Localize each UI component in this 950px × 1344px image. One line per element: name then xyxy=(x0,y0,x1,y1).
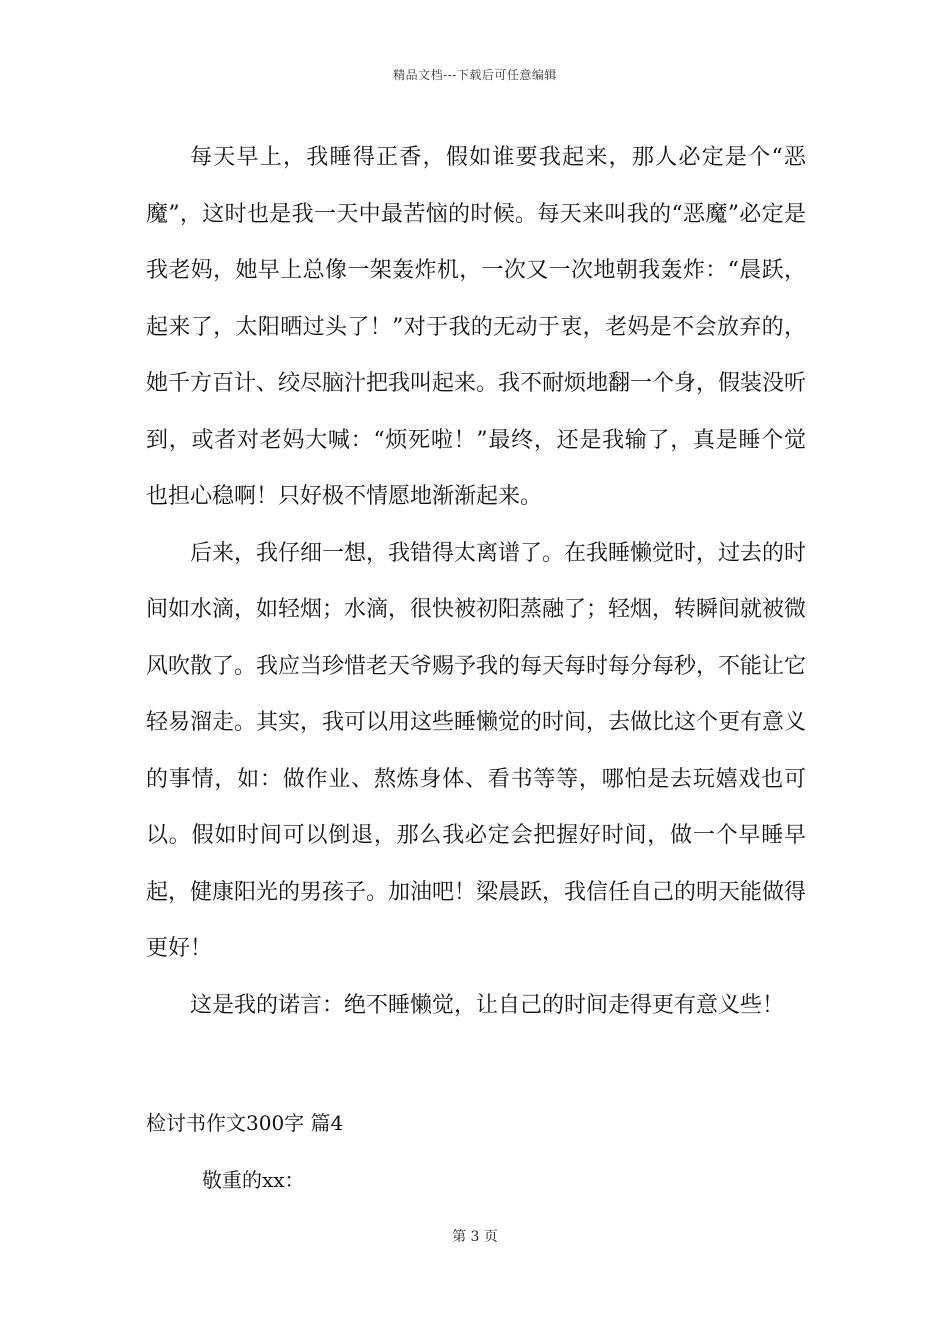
page-header: 精品文档---下载后可任意编辑 xyxy=(393,68,557,82)
salutation: 敬重的xx： xyxy=(202,1168,305,1192)
page-number: 第 3 页 xyxy=(452,1229,498,1245)
section-title: 检讨书作文300字 篇4 xyxy=(146,1111,344,1135)
article-body xyxy=(146,130,806,1034)
paragraph-3: 这是我的诺言：绝不睡懒觉，让自己的时间走得更有意义些！ xyxy=(190,992,785,1018)
paragraph-2: 后来，我仔细一想，我错得太离谱了。在我睡懒觉时，过去的时间如水滴，如轻烟；水滴，很快被初阳蒸融了；轻烟，转瞬间就被微风吹散了。我应当珍惜老天爷赐予我的每天每时每分每秒，不能让它轻易溜走。其实，我可以用这些睡懒觉的时间，去做比这个更有意义的事情，如：做作业、熬炼身体、看书等等，哪怕是去玩嬉戏也可以。假如时间可以倒退，那么我必定会把握好时间，做一个早睡早起，健康阳光的男孩子。加油吧！梁晨跃，我信任自己的明天能做得更好！ xyxy=(146,540,807,961)
paragraph-1: 每天早上，我睡得正香，假如谁要我起来，那人必定是个“恶魔”，这时也是我一天中最苦恼的时候。每天来叫我的“恶魔”必定是我老妈，她早上总像一架轰炸机，一次又一次地朝我轰炸：“晨跃，起来了，太阳晒过头了！”对于我的无动于衷，老妈是不会放弃的，她千方百计、绞尽脑汁把我叫起来。我不耐烦地翻一个身，假装没听到，或者对老妈大喊：“烦死啦！”最终，还是我输了，真是睡个觉也担心稳啊！只好极不情愿地渐渐起来。 xyxy=(146,145,807,509)
